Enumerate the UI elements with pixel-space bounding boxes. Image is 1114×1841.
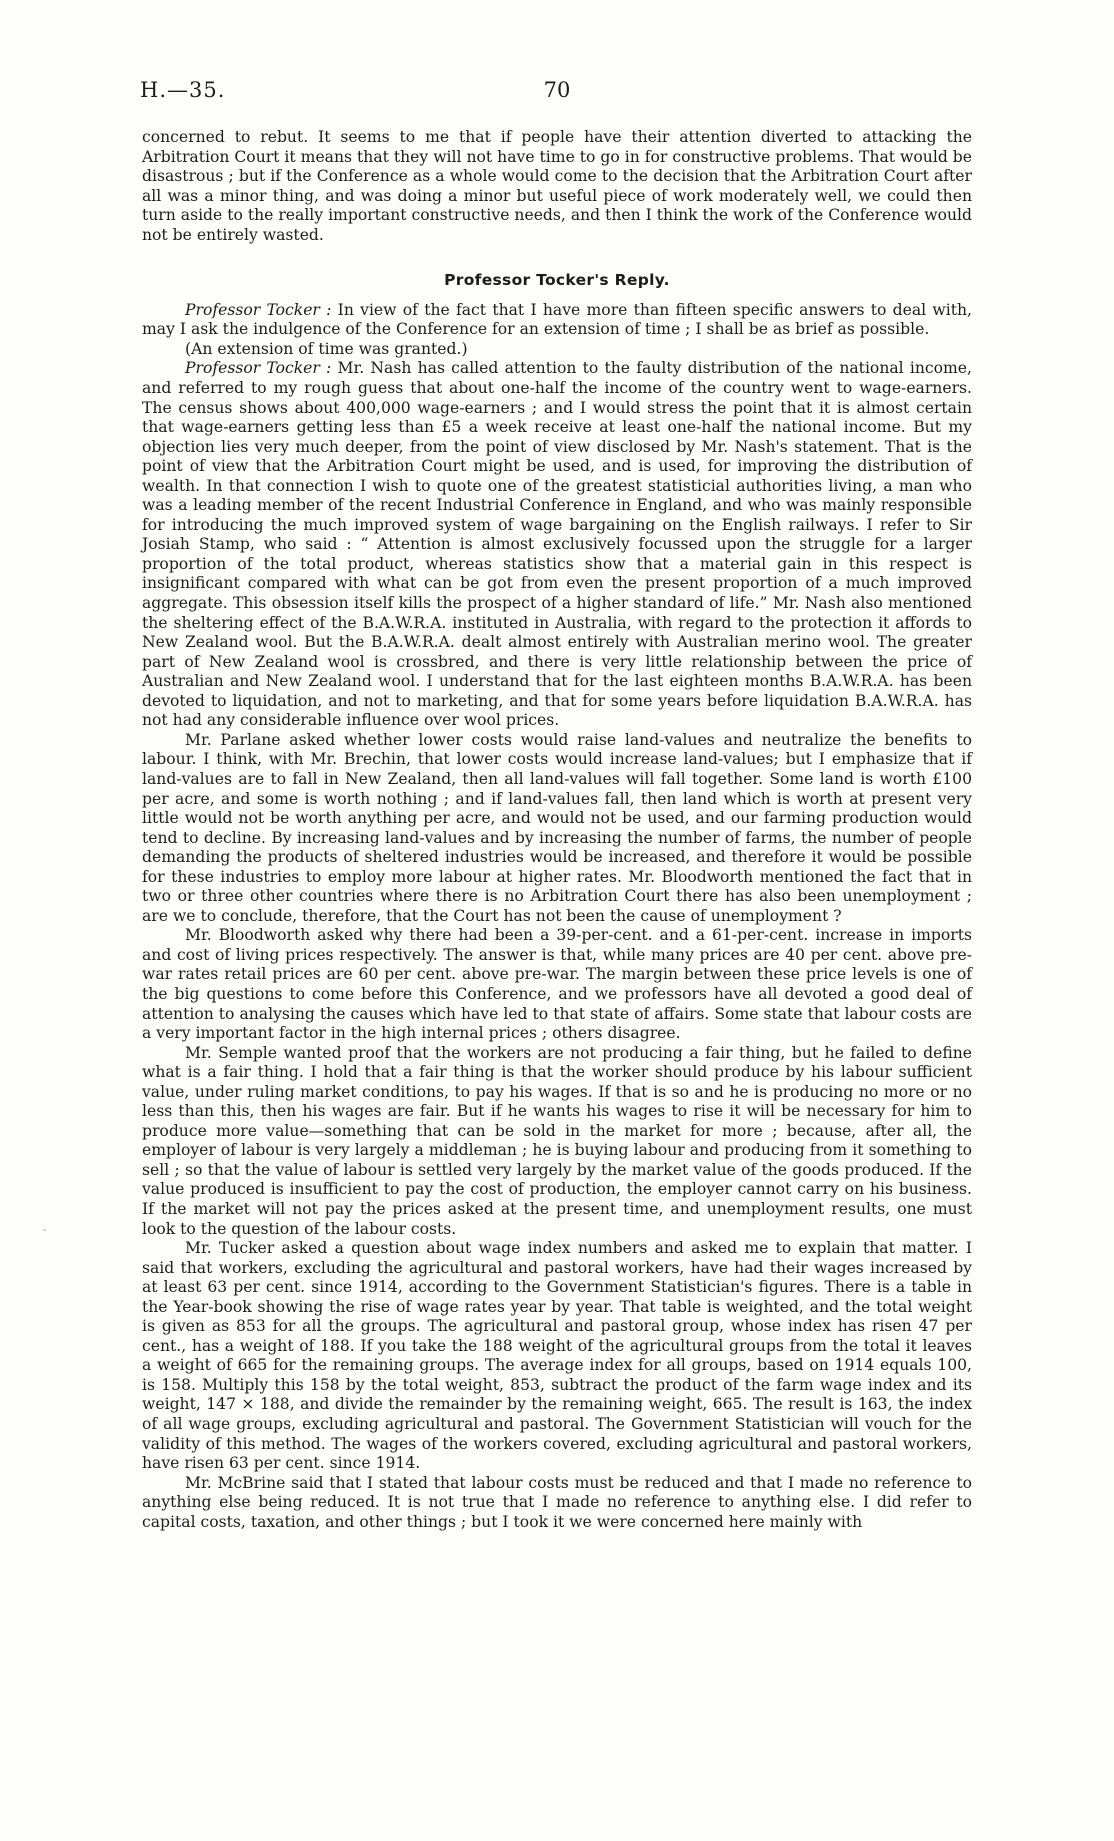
paragraph-text: Mr. Bloodworth asked why there had been a 39-per-cent. and a 61-per-cent. increase in imports and cost of living prices respectively. The answer is that, while many prices are 40 per cent. above pre-war rates retail prices are 60 per cent. above pre-war. The margin between these price levels is one of the big questions to come before this Conference, and we professors have all devoted a good deal of attention to analysing the causes which have led to that state of affairs. Some state that labour costs are a very important factor in the high internal prices ; others disagree. — [142, 926, 972, 1043]
reply-paragraph — [142, 301, 972, 340]
paragraph-text: Mr. McBrine said that I stated that labour costs must be reduced and that I made no reference to anything else being reduced. It is not true that I made no reference to anything else. I did refer to capital costs, taxation, and other things ; but I took it we were concerned here mainly with — [142, 1473, 972, 1531]
section-heading: Professor Tocker's Reply. — [444, 271, 670, 290]
reply-paragraph — [142, 1239, 972, 1474]
reply-paragraph — [142, 340, 972, 360]
body-text — [142, 128, 972, 1532]
reply-paragraph — [142, 1044, 972, 1239]
reply-paragraph — [142, 359, 972, 730]
paragraph-text: (An extension of time was granted.) — [185, 339, 468, 358]
page-header — [140, 78, 974, 112]
paragraph-text: In view of the fact that I have more than fifteen specific answers to deal with, may I ask the indulgence of the Conference for an extension of time ; I shall be as brief as possible. — [142, 300, 972, 339]
paragraph-text: Mr. Tucker asked a question about wage index numbers and asked me to explain that matter. I said that workers, excluding the agricultural and pastoral workers, have had their wages increased by at least 63 per cent. since 1914, according to the Government Statistician's figures. There is a table in the Year-book showing the rise of wage rates year by year. That table is weighted, and the total weight is given as 853 for all the groups. The agricultural and pastoral group, whose index has risen 47 per cent., has a weight of 188. If you take the 188 weight of the agricultural groups from the total it leaves a weight of 665 for the remaining groups. The average index for all groups, based on 1914 equals 100, is 158. Multiply this 158 by the total weight, 853, subtract the product of the farm wage index and its weight, 147 × 188, and divide the remainder by the remaining weight, 665. The result is 163, the index of all wage groups, excluding agricultural and pastoral. The Government Statistician will vouch for the validity of this method. The wages of the workers covered, excluding agricultural and pastoral workers, have risen 63 per cent. since 1914. — [142, 1239, 972, 1473]
speaker-name: Professor Tocker : — [185, 300, 332, 319]
reply-paragraph — [142, 926, 972, 1043]
page-number: 70 — [543, 78, 571, 102]
reply-paragraph — [142, 731, 972, 926]
paragraph-text: Mr. Parlane asked whether lower costs would raise land-values and neutralize the benefits to labour. I think, with Mr. Brechin, that lower costs would increase land-values; but I emphasize that if land-values are to fall in New Zealand, then all land-values will fall together. Some land is worth £100 per acre, and some is worth nothing ; and if land-values fall, then land which is worth at present very little would not be worth anything per acre, and would not be used, and our farming production would tend to decline. By increasing land-values and by increasing the number of farms, the number of people demanding the products of sheltered industries would be increased, and therefore it would be possible for these industries to employ more labour at higher rates. Mr. Bloodworth mentioned the fact that in two or three other countries where there is no Arbitration Court there has also been unemployment ; are we to conclude, therefore, that the Court has not been the cause of unemployment ? — [142, 730, 972, 925]
speaker-name: Professor Tocker : — [185, 359, 332, 378]
document-reference: H.—35. — [140, 78, 226, 102]
reply-paragraph — [142, 1474, 972, 1533]
intro-paragraph: concerned to rebut. It seems to me that if people have their attention diverted to attacking the Arbitration Court it means that they will not have time to go in for constructive problems. That would be disastrous ; but if the Conference as a whole would come to the decision that the Arbitration Court after all was a minor thing, and was doing a minor but useful piece of work moderately well, we could then turn aside to the really important constructive needs, and then I think the work of the Conference would not be entirely wasted. — [142, 128, 972, 244]
paragraph-text: Mr. Semple wanted proof that the workers are not producing a fair thing, but he failed to define what is a fair thing. I hold that a fair thing is that the worker should produce by his labour sufficient value, under ruling market conditions, to pay his wages. If that is so and he is producing no more or no less than this, then his wages are fair. But if he wants his wages to rise it will be necessary for him to produce more value—something that can be sold in the market for more ; because, after all, the employer of labour is very largely a middleman ; he is buying labour and producing from it something to sell ; so that the value of labour is settled very largely by the market value of the goods produced. If the value produced is insufficient to pay the cost of production, the employer cannot carry on his business. If the market will not pay the prices asked at the present time, and unemployment results, one must look to the question of the labour costs. — [142, 1043, 972, 1238]
paragraph-text: Mr. Nash has called attention to the faulty distribution of the national income, and referred to my rough guess that about one-half the income of the country went to wage-earners. The census shows about 400,000 wage-earners ; and I would stress the point that it is almost certain that wage-earners getting less than £5 a week receive at least one-half the national income. But my objection lies very much deeper, from the point of view disclosed by Mr. Nash's statement. That is the point of view that the Arbitration Court might be used, and is used, for improving the distribution of wealth. In that connection I wish to quote one of the greatest statisticial authorities living, a man who was a leading member of the recent Industrial Conference in England, and who was mainly responsible for introducing the much improved system of wage bargaining on the English railways. I refer to Sir Josiah Stamp, who said : “ Attention is almost exclusively focussed upon the struggle for a larger proportion of the total product, whereas statistics show that a material gain in this respect is insignificant compared with what can be got from even the present proportion of a much improved aggregate. This obsession itself kills the prospect of a higher standard of life.” Mr. Nash also mentioned the sheltering effect of the B.A.W.R.A. instituted in Australia, with regard to the protection it affords to New Zealand wool. But the B.A.W.R.A. dealt almost entirely with Australian merino wool. The greater part of New Zealand wool is crossbred, and there is very little relationship between the price of Australian and New Zealand wool. I understand that for the last eighteen months B.A.W.R.A. has been devoted to liquidation, and not to marketing, and that for some years before liquidation B.A.W.R.A. has not had any considerable influence over wool prices. — [142, 359, 972, 730]
margin-mark: ˘ — [42, 1229, 47, 1240]
